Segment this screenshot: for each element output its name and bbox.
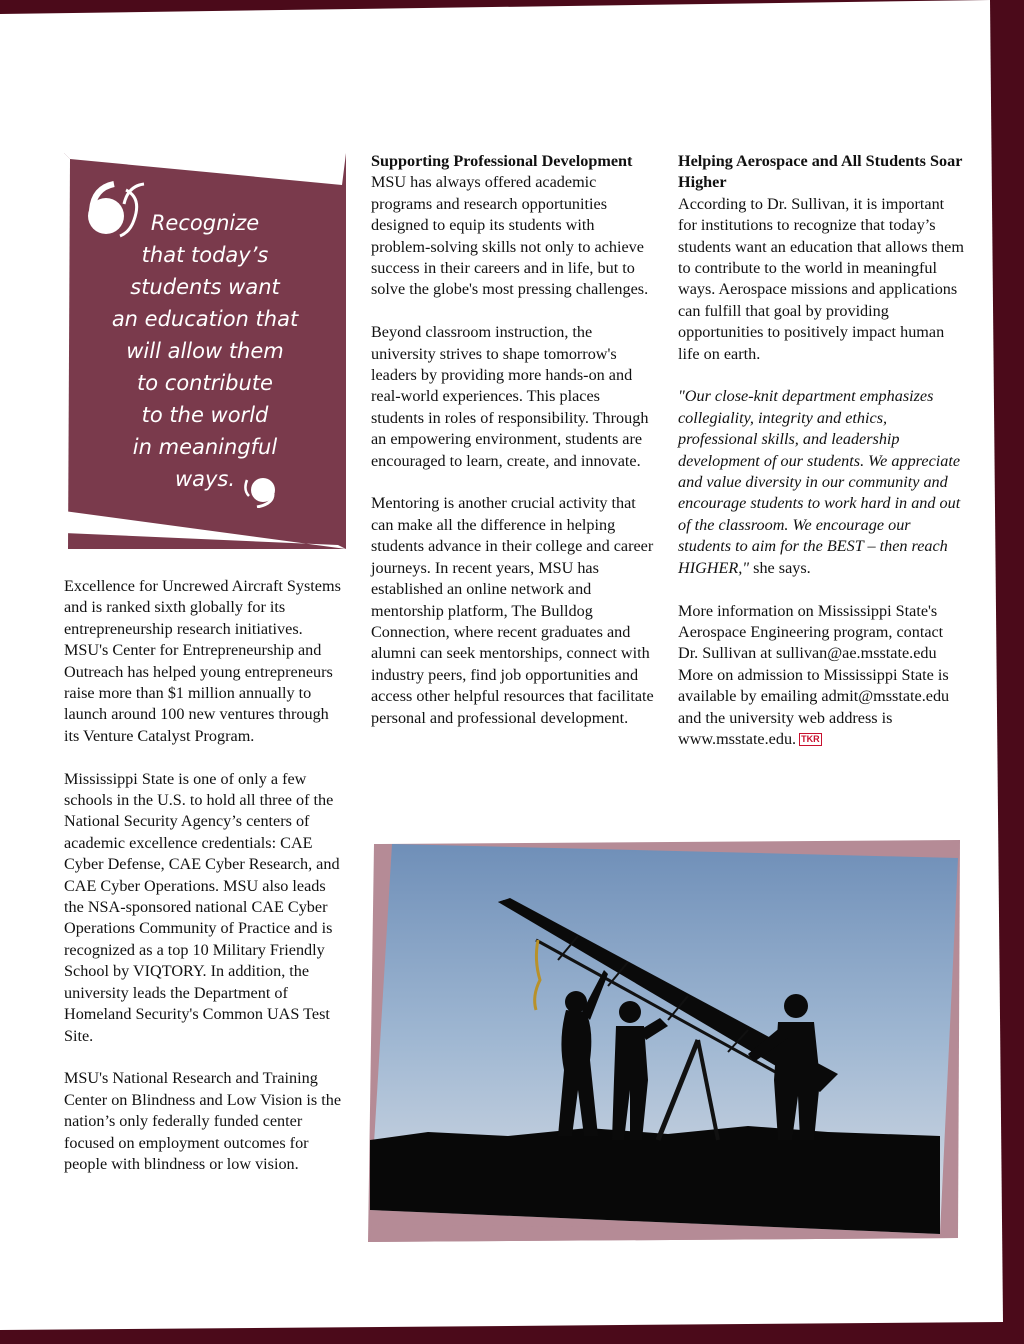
left-paragraph-2: Mississippi State is one of only a few schools in the U.S. to hold all three of the National Security Agency’s centers of academic excellence credentials: CAE Cyber Defense, CAE Cyber Research, and CAE Cyber Operations. MSU also leads the NSA-sponsored national CAE Cyber Operations Community of Practice and is recognized as a top 10 Military Friendly School by VIQTORY. In addition, the university leads the Department of Homeland Security's Common UAS Test Site. bbox=[64, 769, 340, 1045]
quote-attribution: she says. bbox=[749, 558, 811, 577]
left-paragraph-1: Excellence for Uncrewed Aircraft Systems and is ranked sixth globally for its entrepreneurship research initiatives. MSU's Center for Entrepreneurship and Outreach has helped young entrepreneurs raise more than $1 million annually to launch around 100 new ventures through its Venture Catalyst Program. bbox=[64, 577, 341, 745]
section-heading-aerospace: Helping Aerospace and All Students Soar Higher bbox=[678, 152, 963, 192]
tkr-end-mark: TKR bbox=[801, 733, 820, 744]
right-paragraph-1: According to Dr. Sullivan, it is important for institutions to recognize that today’s students want an education that allows them to contribute to the world in meaningful ways. Aerospace missions and applications can fulfill that goal by providing opportunities to positively impact human life on earth. bbox=[678, 194, 964, 363]
right-paragraph-3 bbox=[678, 601, 964, 751]
section-heading-professional-development: Supporting Professional Development bbox=[371, 152, 633, 170]
close-quote-icon bbox=[243, 474, 279, 508]
left-paragraph-3: MSU's National Research and Training Center on Blindness and Low Vision is the nation’s only federally funded center focused on employment outcomes for people with blindness or low vision. bbox=[64, 1069, 342, 1173]
middle-paragraph-1: MSU has always offered academic programs and research opportunities designed to equip its students with problem-solving skills not only to achieve success in their careers and in life, but to solve the globe's most pressing challenges. bbox=[371, 173, 649, 299]
rocket-team-photo bbox=[368, 840, 960, 1242]
contact-info-text: More information on Mississippi State's Aerospace Engineering program, contact Dr. Sullivan at sullivan@ae.msstate.edu More on admission to Mississippi State is available by emailing admit@msstate.edu and the university web address is www.msstate.edu. bbox=[678, 601, 950, 748]
left-column bbox=[64, 576, 346, 1197]
middle-paragraph-3: Mentoring is another crucial activity that can make all the difference in helping students advance in their college and career journeys. In recent years, MSU has established an online network and mentorship platform, The Bulldog Connection, where recent graduates and alumni can seek mentorships, connect with industry peers, find job opportunities and access other helpful resources that facilitate personal and professional development. bbox=[371, 494, 654, 727]
middle-paragraph-2: Beyond classroom instruction, the university strives to shape tomorrow's leaders by providing more hands-on and real-world experiences. This places students in roles of responsibility. Through an empowering environment, students are encouraged to learn, create, and innovate. bbox=[371, 323, 649, 470]
right-column bbox=[678, 151, 964, 772]
sullivan-quote: "Our close-knit department emphasizes collegiality, integrity and ethics, professional skills, and leadership development of our students. We appreciate and value diversity in our community and encourage students to work hard in and out of the classroom. We encourage our students to aim for the BEST – then reach HIGHER," bbox=[678, 387, 961, 577]
right-quote-paragraph bbox=[678, 386, 964, 579]
middle-column bbox=[371, 151, 657, 750]
pull-quote-text: Recognize that today’s students want an education that will allow them to contribute to the world in meaningful ways. bbox=[111, 211, 299, 491]
